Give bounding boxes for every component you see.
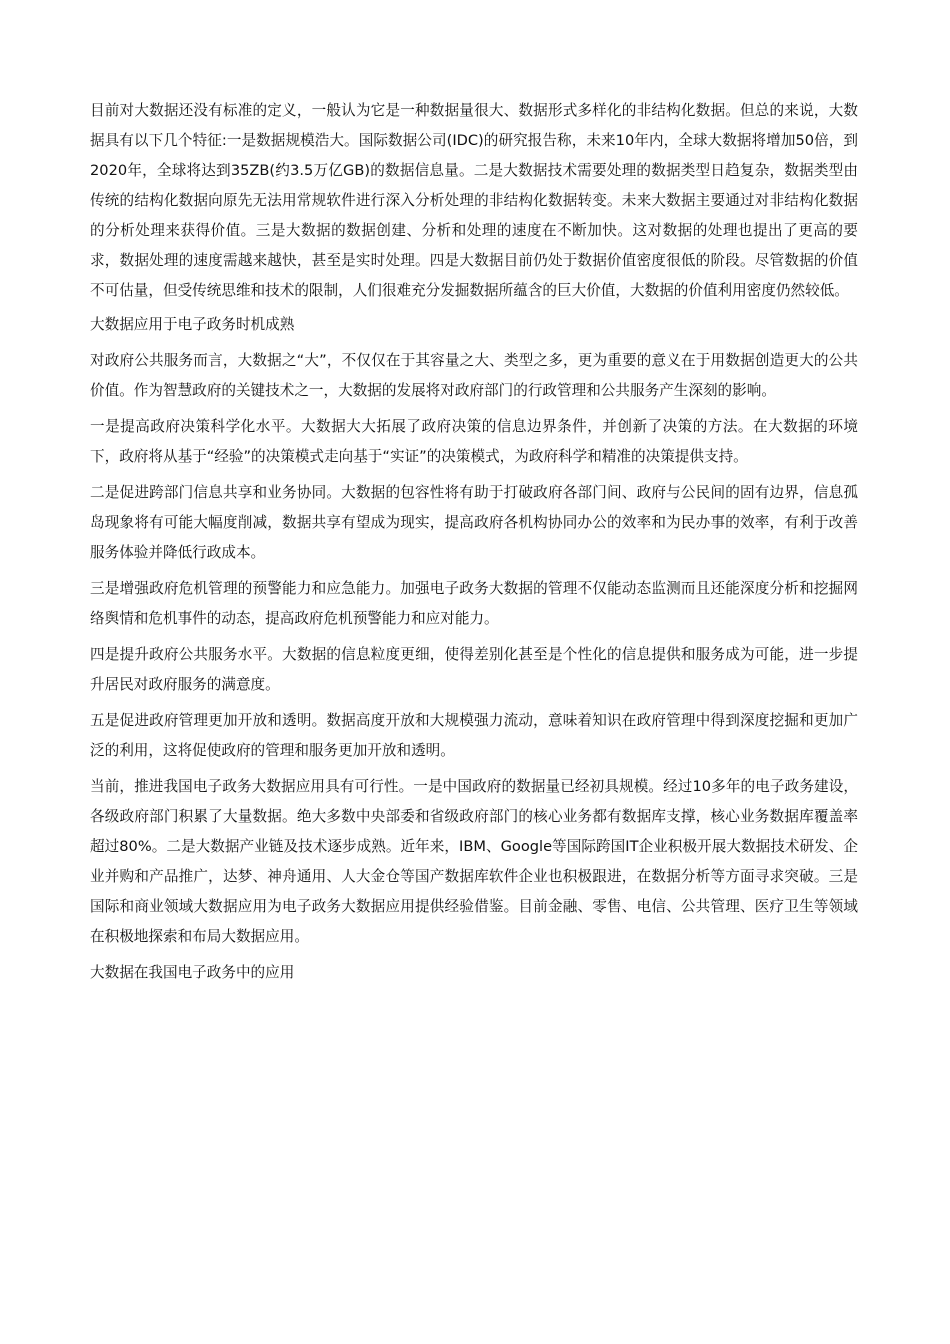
paragraph-crisis-management: 三是增强政府危机管理的预警能力和应急能力。加强电子政务大数据的管理不仅能动态监测而且还能深度分析和挖掘网络舆情和危机事件的动态，提高政府危机预警能力和应对能力。 <box>90 580 858 627</box>
paragraph-public-service-level: 四是提升政府公共服务水平。大数据的信息粒度更细，使得差别化甚至是个性化的信息提供和服务成为可能，进一步提升居民对政府服务的满意度。 <box>90 646 858 693</box>
paragraph-big-data-definition: 目前对大数据还没有标准的定义，一般认为它是一种数据量很大、数据形式多样化的非结构化数据。但总的来说，大数据具有以下几个特征:一是数据规模浩大。国际数据公司(IDC)的研究报告称，未来10年内，全球大数据将增加50倍，到2020年，全球将达到35ZB(约3.5万亿GB)的数据信息量。二是大数据技术需要处理的数据类型日趋复杂，数据类型由传统的结构化数据向原先无法用常规软件进行深入分析处理的非结构化数据转变。未来大数据主要通过对非结构化数据的分析处理来获得价值。三是大数据的数据创建、分析和处理的速度在不断加快。这对数据的处理也提出了更高的要求，数据处理的速度需越来越快，甚至是实时处理。四是大数据目前仍处于数据价值密度很低的阶段。尽管数据的价值不可估量，但受传统思维和技术的限制，人们很难充分发掘数据所蕴含的巨大价值，大数据的价值利用密度仍然较低。 <box>90 102 858 299</box>
paragraph-decision-making: 一是提高政府决策科学化水平。大数据大大拓展了政府决策的信息边界条件，并创新了决策的方法。在大数据的环境下，政府将从基于“经验”的决策模式走向基于“实证”的决策模式，为政府科学和精准的决策提供支持。 <box>90 418 858 465</box>
document-body <box>90 96 858 994</box>
paragraph-openness: 五是促进政府管理更加开放和透明。数据高度开放和大规模强力流动，意味着知识在政府管理中得到深度挖掘和更加广泛的利用，这将促使政府的管理和服务更加开放和透明。 <box>90 712 858 759</box>
section-heading-timing: 大数据应用于电子政务时机成熟 <box>90 316 295 333</box>
paragraph-info-sharing: 二是促进跨部门信息共享和业务协同。大数据的包容性将有助于打破政府各部门间、政府与公民间的固有边界，信息孤岛现象将有可能大幅度削减，数据共享有望成为现实，提高政府各机构协同办公的效率和为民办事的效率，有利于改善服务体验并降低行政成本。 <box>90 484 858 561</box>
paragraph-feasibility: 当前，推进我国电子政务大数据应用具有可行性。一是中国政府的数据量已经初具规模。经过10多年的电子政务建设，各级政府部门积累了大量数据。绝大多数中央部委和省级政府部门的核心业务都有数据库支撑，核心业务数据库覆盖率超过80%。二是大数据产业链及技术逐步成熟。近年来，IBM、Google等国际跨国IT企业积极开展大数据技术研发、企业并购和产品推广，达梦、神舟通用、人大金仓等国产数据库软件企业也积极跟进，在数据分析等方面寻求突破。三是国际和商业领域大数据应用为电子政务大数据应用提供经验借鉴。目前金融、零售、电信、公共管理、医疗卫生等领域在积极地探索和布局大数据应用。 <box>90 778 858 945</box>
section-heading-applications: 大数据在我国电子政务中的应用 <box>90 964 295 981</box>
paragraph-public-service: 对政府公共服务而言，大数据之“大”，不仅仅在于其容量之大、类型之多，更为重要的意义在于用数据创造更大的公共价值。作为智慧政府的关键技术之一，大数据的发展将对政府部门的行政管理和公共服务产生深刻的影响。 <box>90 352 858 399</box>
